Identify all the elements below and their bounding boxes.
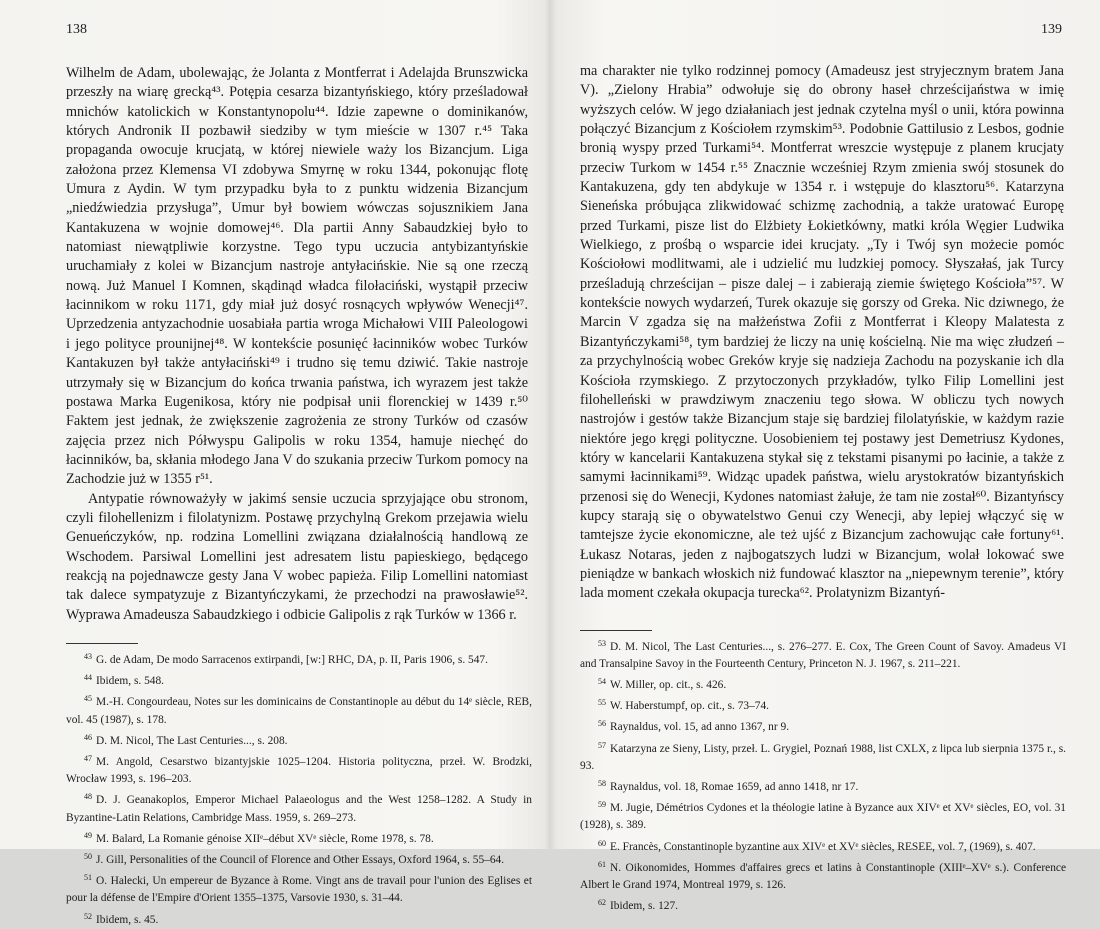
paragraph: ma charakter nie tylko rodzinnej pomocy (Amadeusz jest stryjecznym bratem Jana V). „Zielony Hrabia” odwołuje się do obrony haseł chrześcijaństwa w imię wyższych celów. W jego działaniach jest jednak czytelna myśl o unii, która powinna połączyć Bizancjum z Kościołem rzymskim⁵³. Podobnie Gattilusio z Lesbos, godnie bronią wyspy przed Turkami⁵⁴. Montferrat wreszcie występuje z planem krucjaty przeciw Turkom w 1454 r.⁵⁵ Znacznie wcześniej Rzym zmienia swój stosunek do Kantakuzena, gdy ten abdykuje w 1354 r. i wstępuje do klasztoru⁵⁶. Katarzyna Sieneńska próbująca zlikwidować schizmę zachodnią, a także uratować Europę przed Turkami, pisze list do Elżbiety Łokietkówny, matki króla Węgier Ludwika Wielkiego, z prośbą o wsparcie idei krucjaty. „Ty i Twój syn możecie pomóc Kościołowi modlitwami, ale i udzielić mu ludzkiej pomocy. Słyszałaś, jak Turcy prześladują chrześcijan – pisze dalej – i zabierają ziemie świętego Kościoła”⁵⁷. W kontekście nowych wydarzeń, Turek okazuje się gorszy od Greka. Nic dziwnego, że Marcin V zgadza się na małżeństwa Zofii z Montferrat i Kleopy Malatesta z Bizantyńczykami⁵⁸, tym bardziej że liczy na unię kościelną. Nie ma więc złudzeń – za przychylnością wobec Greków kryje się nadzieja Zachodu na pozyskanie ich dla Kościoła rzymskiego. Z przytoczonych przykładów, tylko Filip Lomellini jest filohelleński w prawdziwym znaczeniu tego słowa. W obliczu tych nowych nastrojów i gestów także Bizancjum staje się bardziej filolatyńskie, w każdym razie niektóre jego kręgi polityczne. Uosobieniem tej postawy jest Demetriusz Kydones, który w kancelarii Kantakuzena stykał się z tekstami pisanymi po łacinie, a także z samymi łacinnikami⁵⁹. Widząc upadek państwa, wielu arystokratów bizantyńskich przenosi się do Wenecji, Kydones natomiast żałuje, że tam nie został⁶⁰. Bizantyńscy kupcy starają się o obywatelstwo Genui czy Wenecji, aby lepiej włączyć się w tamtejsze życie ekonomiczne, ale też ujść z Bizancjum zachowując całe fortuny⁶¹. Łukasz Notaras, jeden z najbogatszych ludzi w Bizancjum, wolał lokować swe pieniądze w bankach włoskich niż fundować klasztor na „niepewnym terenie”, który lada moment czekała okupacja turecka⁶². Prolatynizm Bizantyń- (580, 63, 1064, 602)
footnote (66, 848, 532, 869)
footnote-divider (66, 643, 138, 644)
footnote (580, 715, 1066, 736)
footnote (66, 729, 532, 750)
footnote-number: 54 (598, 677, 606, 687)
footnote-text: M. Angold, Cesarstwo bizantyjskie 1025–1204. Historia polityczna, przeł. W. Brodzki, Wrocław 1993, s. 196–203. (66, 755, 532, 786)
footnote-number: 59 (598, 800, 606, 810)
left-page (0, 0, 550, 926)
footnote (66, 669, 532, 690)
footnote (580, 737, 1066, 775)
footnote (66, 869, 532, 907)
footnotes (580, 635, 1066, 916)
footnote-number: 45 (84, 694, 92, 704)
footnote (66, 648, 532, 669)
paragraph: Antypatie równoważyły w jakimś sensie uczucia sprzyjające obu stronom, czyli filohellenizm i filolatynizm. Postawę przychylną Grekom przejawia wielu Genueńczyków, np. rodzina Lomellini związana działalnością handlową ze Wschodem. Parsiwal Lomellini jest adresatem listu papieskiego, będącego reakcją na pojednawcze gesty Jana V wobec papieża. Filip Lomellini natomiast tak dalece sympatyzuje z Bizantyńczykami, że przechodzi na prawosławie⁵². Wyprawa Amadeusza Sabaudzkiego i odbicie Galipolis z rąk Turków w 1366 r. (66, 490, 528, 623)
footnote-text: D. M. Nicol, The Last Centuries..., s. 208. (96, 734, 288, 747)
footnote-number: 51 (84, 873, 92, 883)
footnote-number: 44 (84, 673, 92, 683)
footnote-text: E. Francès, Constantinople byzantine aux XIVᵉ et XVᵉ siècles, RESEE, vol. 7, (1969), s. 407. (610, 840, 1036, 853)
page-number: 139 (1041, 22, 1062, 37)
footnote-number: 46 (84, 732, 92, 742)
paragraph: Wilhelm de Adam, ubolewając, że Jolanta z Montferrat i Adelajda Brunszwicka przeszły na wiarę grecką⁴³. Potępia cesarza bizantyńskiego, który prześladował mnichów katolickich w Konstantynopolu⁴⁴. Idzie zapewne o dominikanów, których Andronik II pozbawił siedziby w tym mieście w 1307 r.⁴⁵ Taka propaganda owocuje krucjatą, w której niewiele waży los Bizancjum. Liga założona przez Klemensa VI zdobywa Smyrnę w roku 1344, pokonując flotę Umura z Aydin. W tym przypadku była to z punktu widzenia Bizancjum „niedźwiedzia przysługa”, Umur był bowiem wówczas sojusznikiem Jana Kantakuzena w wojnie domowej⁴⁶. Dla partii Anny Sabaudzkiej było to natomiast niewątpliwie korzystne. Tego typu uczucia antybizantyńskie uruchamiały z kolei w Bizancjum nastroje antyłacińskie. Nie są one rzeczą nową. Już Manuel I Komnen, skądinąd władca filołaciński, wystąpił przeciw łacinnikom w roku 1171, gdy miał już dosyć rosnących wpływów Wenecji⁴⁷. Uprzedzenia antyzachodnie uosabiała partia wroga Michałowi VIII Paleologowi i jego polityce prounijnej⁴⁸. W kontekście posunięć łacinników wobec Turków Kantakuzen był także antyłaciński⁴⁹ i trudno się temu dziwić. Takie nastroje utrzymały się w Bizancjum do końca trwania państwa, ich wyrazem jest także postawa Marka Eugenikosa, który nie podpisał unii florenckiej w 1439 r.⁵⁰ Faktem jest jednak, że zwiększenie zagrożenia ze strony Turków od czasów zajęcia przez nich Półwyspu Galipolis w roku 1354, hamuje niechęć do łacinników, ba, skłania młodego Jana V do szukania przeciw Turkom pomocy na Zachodzie już w 1355 r⁵¹. (66, 65, 528, 488)
footnote-text: D. J. Geanakoplos, Emperor Michael Palaeologus and the West 1258–1282. A Study in Byzantine-Latin Relations, Cambridge Mass. 1959, s. 269–273. (66, 794, 532, 824)
footnote-number: 61 (598, 859, 606, 869)
footnote (580, 775, 1066, 796)
footnote-text: Raynaldus, vol. 18, Romae 1659, ad anno 1418, nr 17. (610, 781, 859, 794)
footnotes (66, 648, 532, 929)
page-number: 138 (66, 22, 87, 37)
footnote-number: 57 (598, 740, 606, 750)
footnote-text: D. M. Nicol, The Last Centuries..., s. 276–277. E. Cox, The Green Count of Savoy. Amadeus VI and Transalpine Savoy in the Fourteenth Century, Princeton N. J. 1967, s. 211–221. (580, 640, 1066, 670)
footnote (66, 690, 532, 728)
footnote-text: Ibidem, s. 127. (610, 900, 679, 913)
main-text (580, 62, 1064, 604)
footnote (66, 788, 532, 826)
footnote (580, 796, 1066, 834)
footnote-divider (580, 630, 652, 631)
footnote-text: W. Miller, op. cit., s. 426. (610, 679, 727, 692)
footnote-text: Ibidem, s. 548. (96, 675, 165, 688)
footnote-text: N. Oikonomides, Hommes d'affaires grecs et latins à Constantinople (XIIIᵉ–XVᵉ s.). Conference Albert le Grand 1974, Montreal 1979, s. 126. (580, 861, 1066, 892)
main-text (66, 64, 528, 625)
footnote (66, 750, 532, 788)
footnote-number: 52 (84, 911, 92, 921)
footnote-number: 56 (598, 719, 606, 729)
footnote-number: 53 (598, 638, 606, 648)
footnote-number: 43 (84, 651, 92, 661)
footnote-number: 62 (598, 898, 606, 908)
footnote-text: O. Halecki, Un empereur de Byzance à Rome. Vingt ans de travail pour l'union des Eglises et pour la défense de l'Empire d'Orient 1355–1375, Varsovie 1930, s. 31–44. (66, 875, 532, 905)
footnote (66, 908, 532, 929)
footnote-text: Ibidem, s. 45. (96, 913, 159, 926)
footnote-text: M. Jugie, Démétrios Cydones et la théologie latine à Byzance aux XIVᵉ et XVᵉ siècles, EO, vol. 31 (1928), s. 389. (580, 802, 1066, 832)
footnote-text: Katarzyna ze Sieny, Listy, przeł. L. Grygiel, Poznań 1988, list CXLX, z lipca lub sierpnia 1375 r., s. 93. (580, 742, 1066, 772)
footnote-number: 60 (598, 838, 606, 848)
right-page (550, 0, 1100, 913)
footnote-number: 48 (84, 792, 92, 802)
footnote-number: 55 (598, 698, 606, 708)
footnote-number: 47 (84, 753, 92, 763)
footnote-number: 58 (598, 779, 606, 789)
footnote-text: M.-H. Congourdeau, Notes sur les dominicains de Constantinople au début du 14ᵉ siècle, REB, vol. 45 (1987), s. 178. (66, 696, 532, 726)
footnote-text: M. Balard, La Romanie génoise XIIᵉ–début XVᵉ siècle, Rome 1978, s. 78. (96, 832, 434, 845)
footnote-text: Raynaldus, vol. 15, ad anno 1367, nr 9. (610, 721, 790, 734)
footnote-number: 49 (84, 830, 92, 840)
footnote (66, 827, 532, 848)
footnote-number: 50 (84, 852, 92, 861)
footnote (580, 894, 1066, 915)
footnote (580, 694, 1066, 715)
footnote (580, 673, 1066, 694)
footnote-text: W. Haberstumpf, op. cit., s. 73–74. (610, 700, 770, 713)
footnote (580, 835, 1066, 856)
footnote (580, 635, 1066, 673)
footnote-text: G. de Adam, De modo Sarracenos extirpandi, [w:] RHC, DA, p. II, Paris 1906, s. 547. (96, 653, 488, 666)
footnote-text: J. Gill, Personalities of the Council of Florence and Other Essays, Oxford 1964, s. 55–64. (96, 854, 505, 866)
footnote (580, 856, 1066, 894)
